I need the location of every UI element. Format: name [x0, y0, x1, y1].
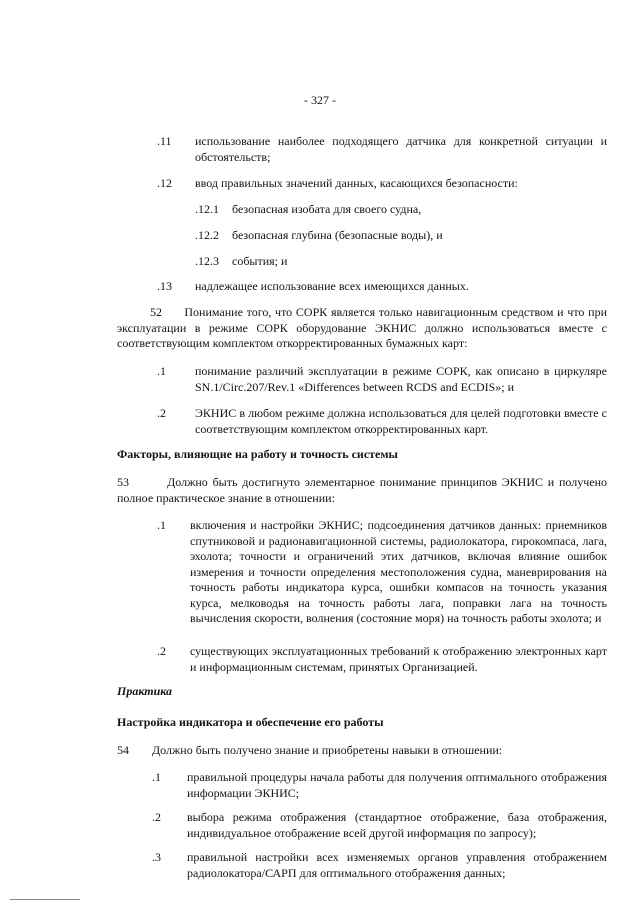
scan-edge-line [10, 899, 80, 900]
subitem-number: .12.3 [195, 254, 219, 268]
subitem-number: .12.1 [195, 202, 219, 216]
item-number: .1 [152, 770, 161, 784]
item-number: .2 [152, 810, 161, 824]
paragraph-number: 53 [117, 475, 129, 489]
item-text: включения и настройки ЭКНИС; подсоединения датчиков данных: приемников спутниковой и радионавигационной системы, радиолокатора, гирокомпаса, лага, эхолота; точности и ограничений этих датчиков, включая влияние ошибок измерения и точности определения местоположения судна, маневрирования на точность работы индикатора курса, ошибки компасов на точность указания курса, мелководья на точность работы лага, поправки лага на точность вычисления скорости, волнения (состояние моря) на точность работы эхолота; и [190, 518, 607, 625]
paragraph-number: 52 [150, 305, 162, 319]
subitem-text: события; и [232, 254, 288, 268]
item-number: .13 [157, 279, 172, 293]
item-text: использование наиболее подходящего датчика для конкретной ситуации и обстоятельств; [195, 134, 607, 164]
item-number: .1 [157, 518, 166, 532]
subitem-text: безопасная глубина (безопасные воды), и [232, 228, 443, 242]
item-text: правильной настройки всех изменяемых органов управления отображением радиолокатора/САРП для оптимального отображения данных; [187, 850, 607, 880]
item-text: существующих эксплуатационных требований к отображению электронных карт и информационным системам, принятых Организацией. [190, 644, 607, 674]
item-number: .2 [157, 406, 166, 420]
item-text: выбора режима отображения (стандартное отображение, база отображения, индивидуальное отображение всей другой информация по запросу); [187, 810, 607, 840]
item-text: правильной процедуры начала работы для получения оптимального отображения информации ЭКНИС; [187, 770, 607, 800]
item-number: .1 [157, 364, 166, 378]
paragraph-number: 54 [117, 743, 129, 757]
item-number: .2 [157, 644, 166, 658]
paragraph-52 [117, 305, 607, 352]
subitem-number: .12.2 [195, 228, 219, 242]
paragraph-text: Должно быть достигнуто элементарное понимание принципов ЭКНИС и получено полное практическое знание в отношении: [117, 475, 607, 505]
section-heading: Настройка индикатора и обеспечение его работы [117, 715, 384, 729]
item-text: ЭКНИС в любом режиме должна использоваться для целей подготовки вместе с соответствующим комплектом откорректированных карт. [195, 406, 607, 436]
section-heading: Факторы, влияющие на работу и точность системы [117, 447, 398, 461]
item-text: ввод правильных значений данных, касающихся безопасности: [195, 176, 518, 190]
item-text: надлежащее использование всех имеющихся данных. [195, 279, 469, 293]
item-number: .3 [152, 850, 161, 864]
paragraph-text: Должно быть получено знание и приобретены навыки в отношении: [152, 743, 503, 757]
item-number: .12 [157, 176, 172, 190]
paragraph-text: Понимание того, что СОРК является только навигационным средством и что при эксплуатации в режиме СОРК оборудование ЭКНИС должно использоваться вместе с соответствующим комплектом откорректированных бумажных карт: [117, 305, 607, 350]
page-number: - 327 - [304, 93, 336, 107]
paragraph-53 [117, 475, 607, 506]
subitem-text: безопасная изобата для своего судна, [232, 202, 422, 216]
item-number: .11 [157, 134, 172, 148]
item-text: понимание различий эксплуатации в режиме СОРК, как описано в циркуляре SN.1/Circ.207/Rev.1 «Differences between RCDS and ECDIS»; и [195, 364, 607, 394]
section-heading-italic: Практика [117, 684, 173, 698]
